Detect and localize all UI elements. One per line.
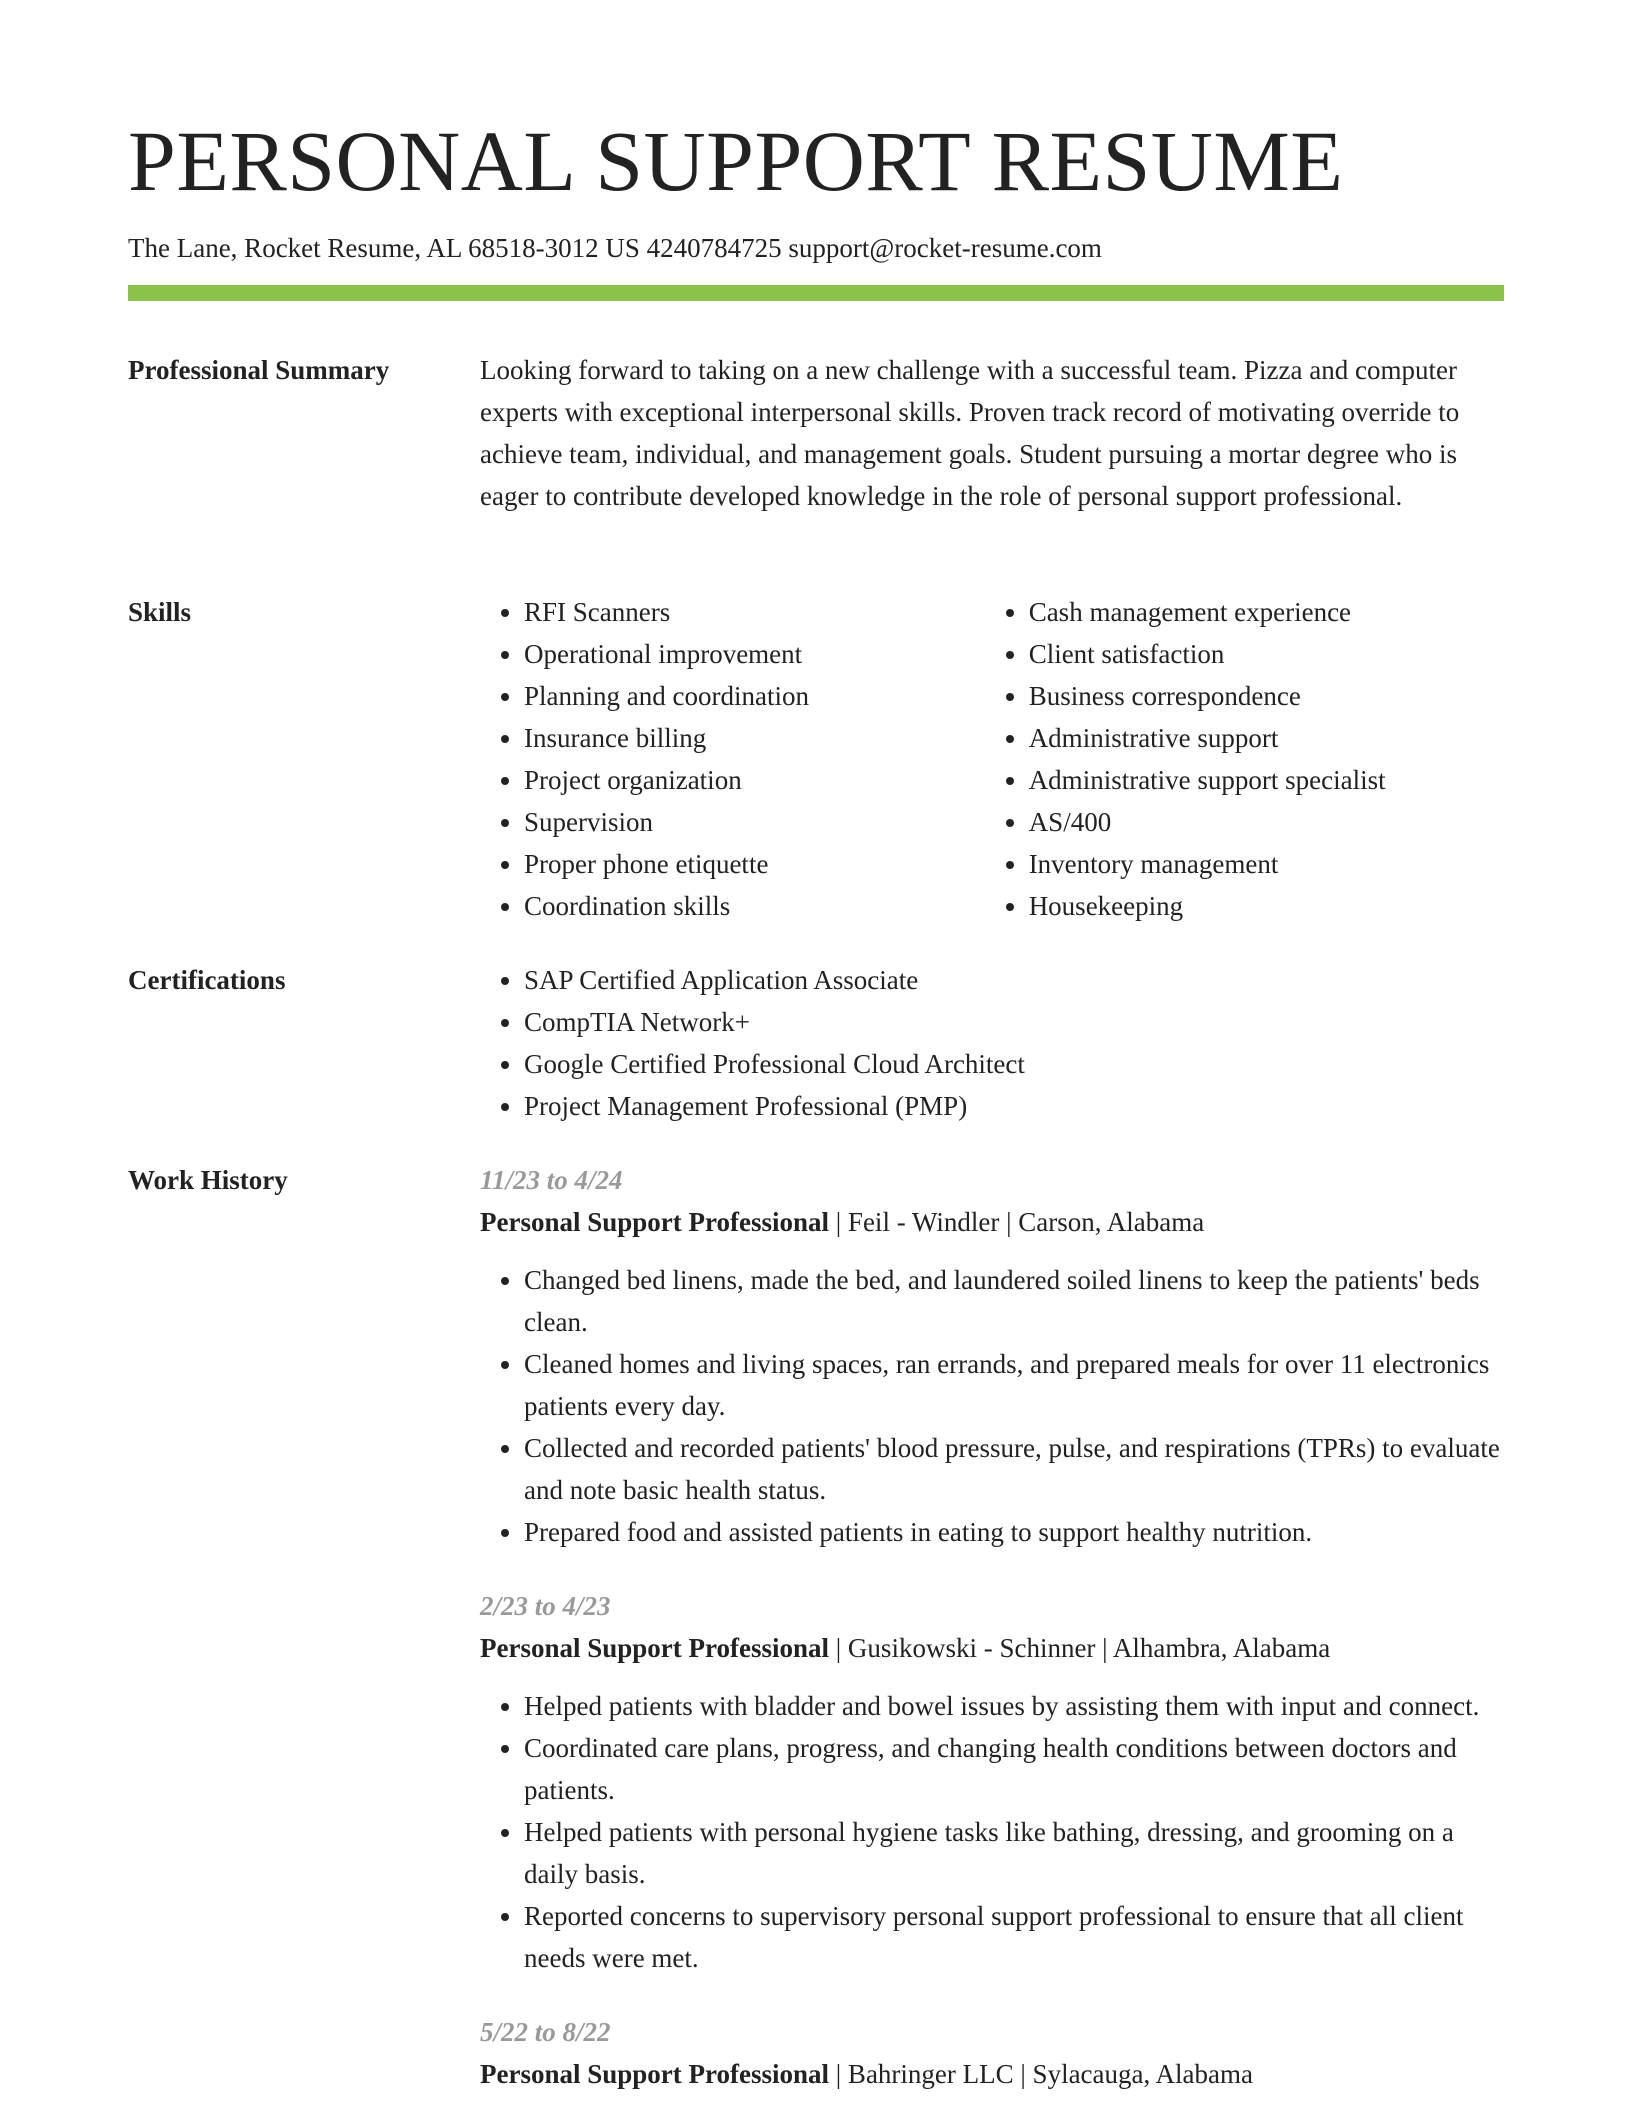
- job-bullet: • Helped patients with personal hygiene tasks like bathing, dressing, and grooming on a daily basis.: [524, 1811, 1504, 1895]
- job-heading: [480, 2053, 1504, 2095]
- job-entry: [480, 2011, 1504, 2095]
- summary-body: [480, 349, 1504, 517]
- work-history-body: [480, 1159, 1504, 2095]
- job-details: | Gusikowski - Schinner | Alhambra, Alabama: [829, 1633, 1331, 1663]
- job-details: | Feil - Windler | Carson, Alabama: [829, 1207, 1205, 1237]
- job-heading: [480, 1627, 1504, 1669]
- skill-item: • RFI Scanners: [524, 591, 985, 633]
- summary-text: Looking forward to taking on a new challenge with a successful team. Pizza and computer experts with exceptional interpersonal skills. Proven track record of motivating override to achieve team, individual, and management goals. Student pursuing a mortar degree who is eager to contribute developed knowledge in the role of personal support professional.: [480, 355, 1460, 511]
- skills-list-left: [480, 591, 985, 927]
- skill-item: • Cash management experience: [1029, 591, 1504, 633]
- job-entry: [480, 1159, 1504, 1553]
- job-bullet: • Reported concerns to supervisory personal support professional to ensure that all client needs were met.: [524, 1895, 1504, 1979]
- skill-item: • Client satisfaction: [1029, 633, 1504, 675]
- contact-line: The Lane, Rocket Resume, AL 68518-3012 US 4240784725 support@rocket-resume.com: [128, 233, 1102, 263]
- section-label-work-history: Work History: [128, 1165, 288, 1195]
- skills-body: [480, 591, 1504, 927]
- job-bullets: [480, 1685, 1504, 1979]
- job-dates: 11/23 to 4/24: [480, 1165, 623, 1195]
- job-bullet: • Coordinated care plans, progress, and changing health conditions between doctors and patients.: [524, 1727, 1504, 1811]
- skill-item: • Administrative support: [1029, 717, 1504, 759]
- skill-item: • Planning and coordination: [524, 675, 985, 717]
- certification-item: • CompTIA Network+: [524, 1001, 1504, 1043]
- job-bullets: [480, 1259, 1504, 1553]
- job-bullet: • Cleaned homes and living spaces, ran errands, and prepared meals for over 11 electronics patients every day.: [524, 1343, 1504, 1427]
- skill-item: • AS/400: [1029, 801, 1504, 843]
- skill-item: • Administrative support specialist: [1029, 759, 1504, 801]
- job-details: | Bahringer LLC | Sylacauga, Alabama: [829, 2059, 1253, 2089]
- job-dates: 5/22 to 8/22: [480, 2017, 611, 2047]
- certification-item: • Google Certified Professional Cloud Architect: [524, 1043, 1504, 1085]
- skill-item: • Supervision: [524, 801, 985, 843]
- certification-item: • SAP Certified Application Associate: [524, 959, 1504, 1001]
- certifications-body: [480, 959, 1504, 1127]
- skill-item: • Project organization: [524, 759, 985, 801]
- job-bullet: • Prepared food and assisted patients in eating to support healthy nutrition.: [524, 1511, 1504, 1553]
- certifications-list: [480, 959, 1504, 1127]
- job-title: Personal Support Professional: [480, 2059, 830, 2089]
- skill-item: • Proper phone etiquette: [524, 843, 985, 885]
- job-entry: [480, 1585, 1504, 1979]
- job-bullet: • Helped patients with bladder and bowel issues by assisting them with input and connect.: [524, 1685, 1504, 1727]
- skill-item: • Inventory management: [1029, 843, 1504, 885]
- skill-item: • Operational improvement: [524, 633, 985, 675]
- skill-item: • Insurance billing: [524, 717, 985, 759]
- job-title: Personal Support Professional: [480, 1633, 830, 1663]
- header-divider: [128, 285, 1504, 301]
- skills-list-right: [985, 591, 1504, 927]
- skill-item: • Coordination skills: [524, 885, 985, 927]
- skill-item: • Housekeeping: [1029, 885, 1504, 927]
- job-heading: [480, 1201, 1504, 1243]
- resume-title: PERSONAL SUPPORT RESUME: [128, 113, 1344, 209]
- section-label-summary: Professional Summary: [128, 355, 390, 385]
- skill-item: • Business correspondence: [1029, 675, 1504, 717]
- certification-item: • Project Management Professional (PMP): [524, 1085, 1504, 1127]
- job-dates: 2/23 to 4/23: [480, 1591, 611, 1621]
- job-bullet: • Collected and recorded patients' blood pressure, pulse, and respirations (TPRs) to evaluate and note basic health status.: [524, 1427, 1504, 1511]
- job-title: Personal Support Professional: [480, 1207, 830, 1237]
- job-bullet: • Changed bed linens, made the bed, and laundered soiled linens to keep the patients' beds clean.: [524, 1259, 1504, 1343]
- section-label-certifications: Certifications: [128, 965, 286, 995]
- section-label-skills: Skills: [128, 597, 192, 627]
